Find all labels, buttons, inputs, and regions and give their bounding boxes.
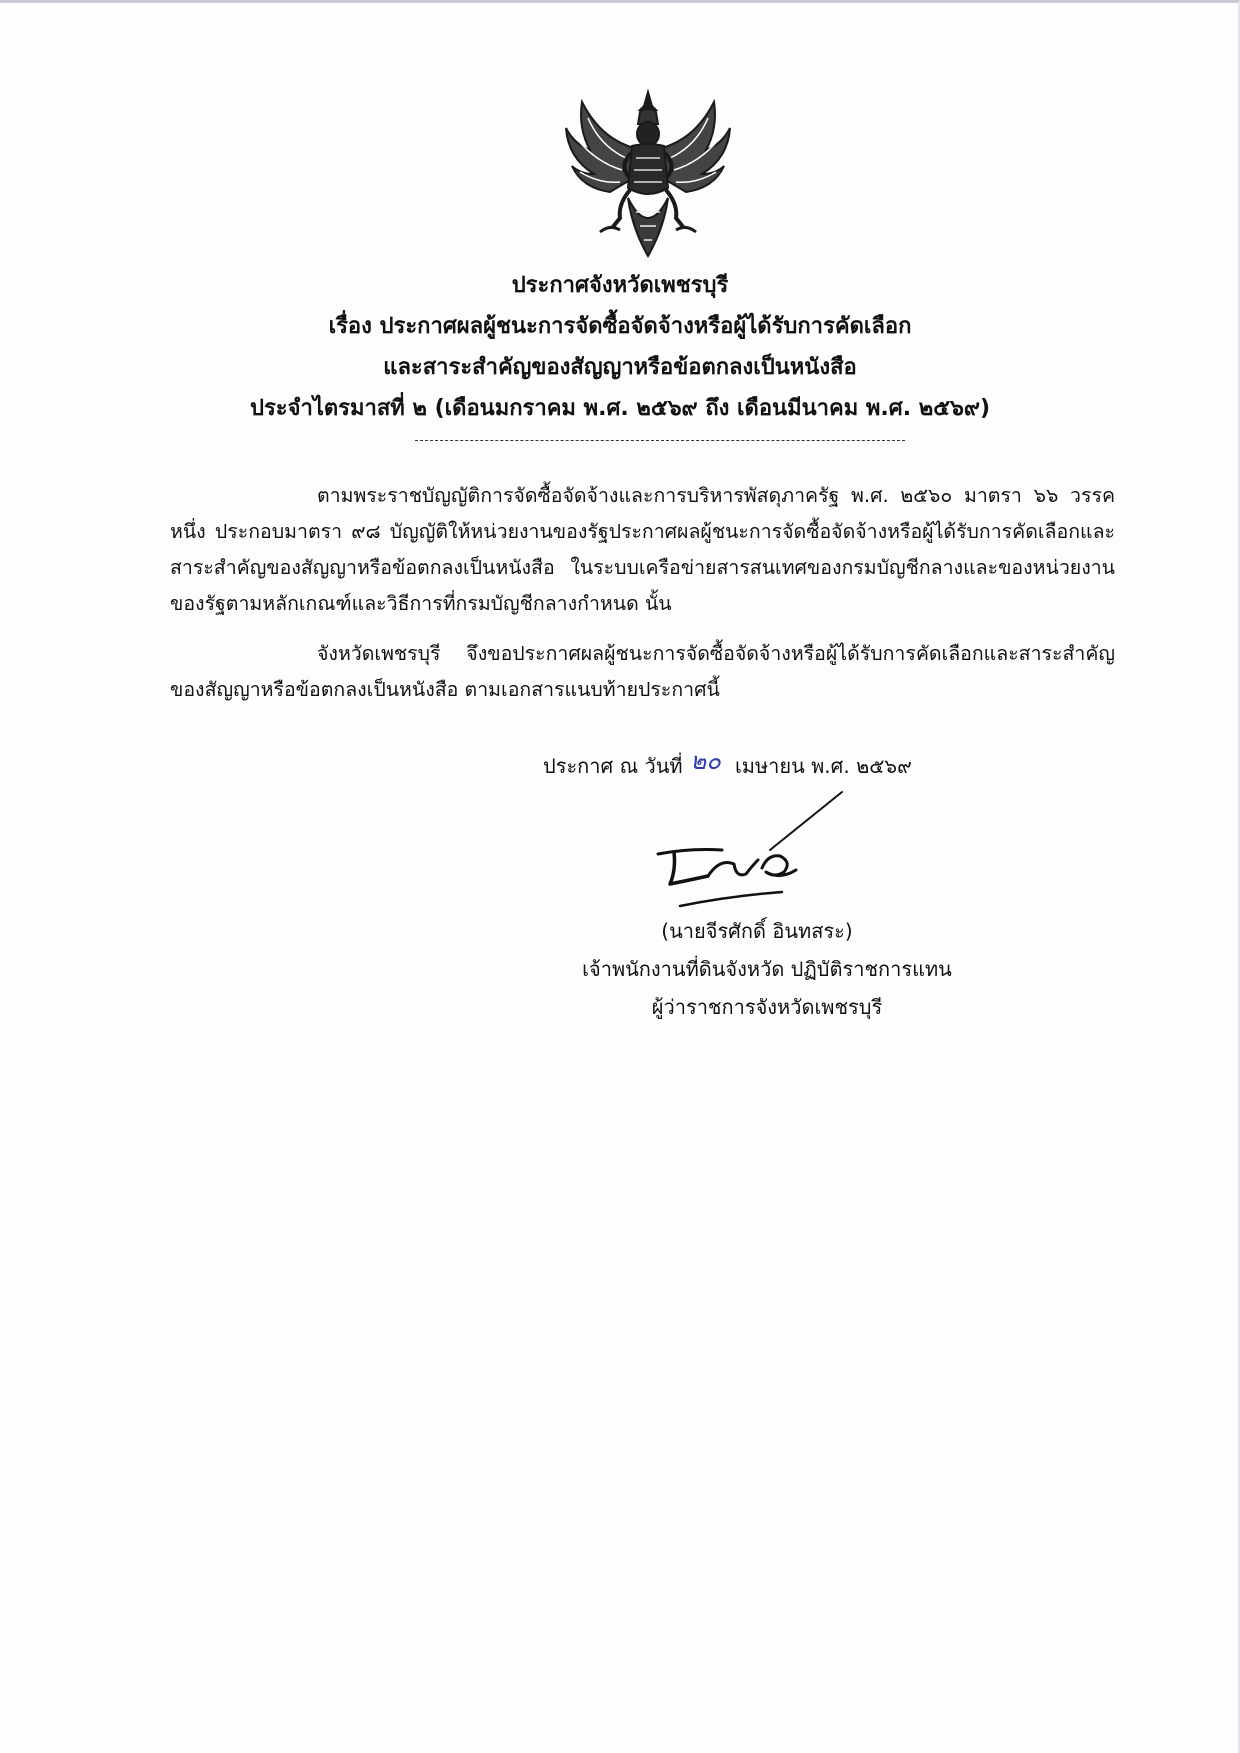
date-suffix: เมษายน พ.ศ. ๒๕๖๙ [734,754,912,778]
document-body [170,478,1115,722]
date-prefix: ประกาศ ณ วันที่ [543,754,683,778]
signatory-name [137,915,1240,947]
date-day-handwritten: ๒๐ [690,747,721,775]
body-paragraph-2: จังหวัดเพชรบุรี จึงขอประกาศผลผู้ชนะการจัดซื้อจัดจ้างหรือผู้ได้รับการคัดเลือกและสาระสำคัญของสัญญาหรือข้อตกลงเป็นหนังสือ ตามเอกสารแนบท้ายประกาศนี้ [170,642,1115,701]
announcement-date [543,745,912,784]
signatory-position-2-text: ผู้ว่าราชการจังหวัดเพชรบุรี [651,995,883,1019]
signatory-position-1-text: เจ้าพนักงานที่ดินจังหวัด ปฏิบัติราชการแทน [582,957,952,981]
header-title: ประกาศจังหวัดเพชรบุรี [511,273,729,298]
document-header [0,265,1240,429]
header-subject: เรื่อง ประกาศผลผู้ชนะการจัดซื้อจัดจ้างหรือผู้ได้รับการคัดเลือก [328,314,912,339]
handwritten-signature [650,788,860,908]
garuda-emblem-icon [560,88,736,260]
signatory-position-1 [147,953,1240,985]
signatory-position-2 [147,991,1240,1023]
signatory-name-text: (นายจีรศักดิ์ อินทสระ) [661,919,853,943]
header-subject-cont: และสาระสำคัญของสัญญาหรือข้อตกลงเป็นหนังสือ [383,355,857,380]
body-paragraph-1: ตามพระราชบัญญัติการจัดซื้อจัดจ้างและการบริหารพัสดุภาครัฐ พ.ศ. ๒๕๖๐ มาตรา ๖๖ วรรคหนึ่ง ประกอบมาตรา ๙๘ บัญญัติให้หน่วยงานของรัฐประกาศผลผู้ชนะการจัดซื้อจัดจ้างหรือผู้ได้รับการคัดเลือกและสาระสำคัญของสัญญาหรือข้อตกลงเป็นหนังสือ ในระบบเครือข่ายสารสนเทศของกรมบัญชีกลางและของหน่วยงานของรัฐตามหลักเกณฑ์และวิธีการที่กรมบัญชีกลางกำหนด นั้น [170,484,1115,615]
header-divider [415,440,905,441]
header-quarter: ประจำไตรมาสที่ ๒ (เดือนมกราคม พ.ศ. ๒๕๖๙ ถึง เดือนมีนาคม พ.ศ. ๒๕๖๙) [249,396,990,421]
